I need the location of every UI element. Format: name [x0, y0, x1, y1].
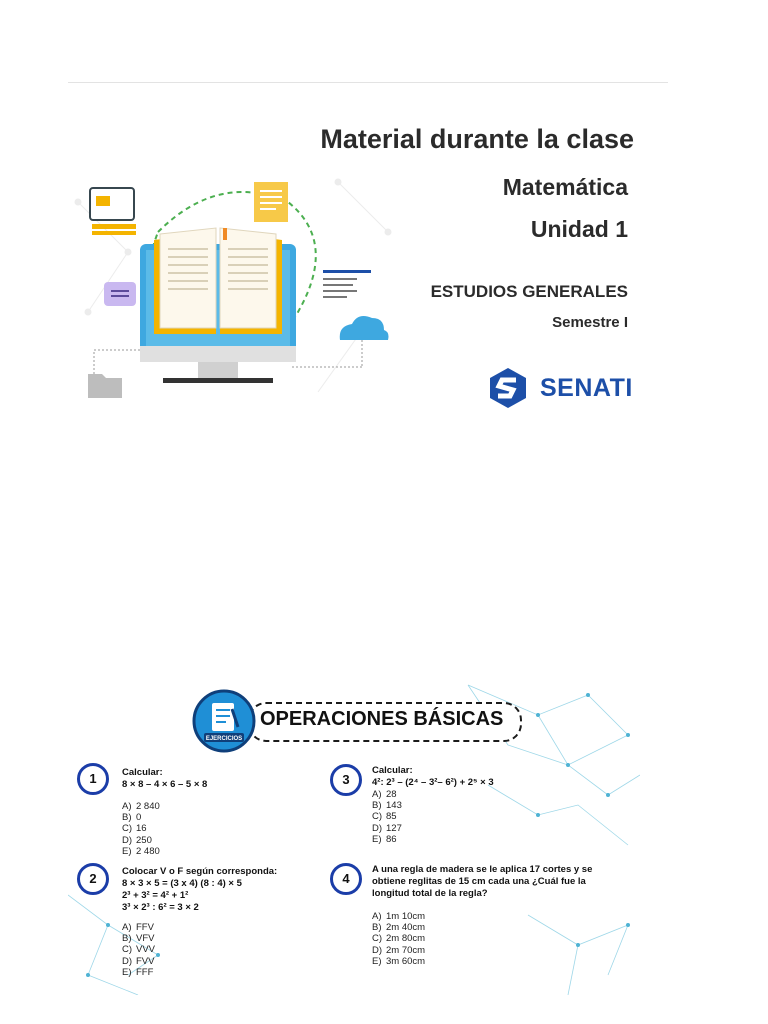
option-d: D) 250 [122, 834, 152, 846]
option-c: C) 16 [122, 823, 147, 835]
option-c: C) 85 [372, 811, 397, 823]
question-4-line-3: longitud total de la regla? [372, 888, 488, 899]
cover-term: Semestre I [552, 314, 628, 331]
option-b: B) 2m 40cm [372, 922, 426, 934]
cover-program: ESTUDIOS GENERALES [430, 282, 628, 301]
question-3-line-2: 4²: 2³ – (2⁴ – 3²– 6²) + 2⁵ × 3 [372, 777, 494, 788]
option-e: E) 3m 60cm [372, 955, 426, 967]
question-2-options [122, 922, 155, 978]
option-d: D) FVV [122, 955, 155, 967]
question-4-line-1: A una regla de madera se le aplica 17 cortes y se [372, 864, 593, 875]
top-divider [68, 82, 668, 83]
option-e: E) 2 480 [122, 845, 160, 857]
question-3-options [372, 789, 402, 845]
section-heading: OPERACIONES BÁSICAS [260, 708, 504, 730]
question-2-line-3: 2³ + 3² = 4² + 1² [122, 890, 189, 901]
option-e: E) FFF [122, 966, 154, 978]
question-4-number: 4 [330, 863, 362, 895]
option-a: A) 2 840 [122, 801, 160, 812]
cover-unit: Unidad 1 [530, 216, 628, 242]
question-1-number: 1 [77, 763, 109, 795]
question-1-line-1: Calcular: [122, 767, 163, 778]
question-1-options [122, 801, 160, 857]
question-2-line-2: 8 × 3 × 5 = (3 x 4) (8 : 4) × 5 [122, 878, 242, 889]
question-2-line-1: Colocar V o F según corresponda: [122, 866, 278, 877]
exercises-slide [68, 675, 640, 995]
cover-slide [68, 112, 668, 424]
cover-subject: Matemática [502, 174, 628, 200]
brand-name: SENATI [540, 374, 633, 402]
question-1-line-2: 8 × 8 – 4 × 6 – 5 × 8 [122, 779, 208, 790]
computer-illustration [68, 162, 398, 422]
question-4-line-2: obtiene reglitas de 15 cm cada una ¿Cuál fue la [372, 876, 586, 887]
question-3-number: 3 [330, 764, 362, 796]
option-a: A) FFV [122, 922, 154, 933]
option-b: B) 0 [122, 812, 142, 824]
option-c: C) VVV [122, 944, 156, 956]
question-2-line-4: 3³ × 2³ : 6² = 3 × 2 [122, 902, 199, 913]
option-b: B) VFV [122, 933, 155, 945]
question-2-number: 2 [77, 863, 109, 895]
option-a: A) 1m 10cm [372, 911, 426, 922]
exercises-badge-icon [192, 689, 256, 753]
badge-label: EJERCICIOS [205, 736, 243, 742]
option-b: B) 143 [372, 800, 402, 812]
option-e: E) 86 [372, 833, 397, 845]
option-d: D) 127 [372, 822, 402, 834]
cover-title: Material durante la clase [320, 124, 634, 154]
option-d: D) 2m 70cm [372, 944, 426, 956]
question-4-options [372, 911, 425, 967]
option-c: C) 2m 80cm [372, 933, 426, 945]
question-3-line-1: Calcular: [372, 765, 413, 776]
option-a: A) 28 [372, 789, 397, 800]
